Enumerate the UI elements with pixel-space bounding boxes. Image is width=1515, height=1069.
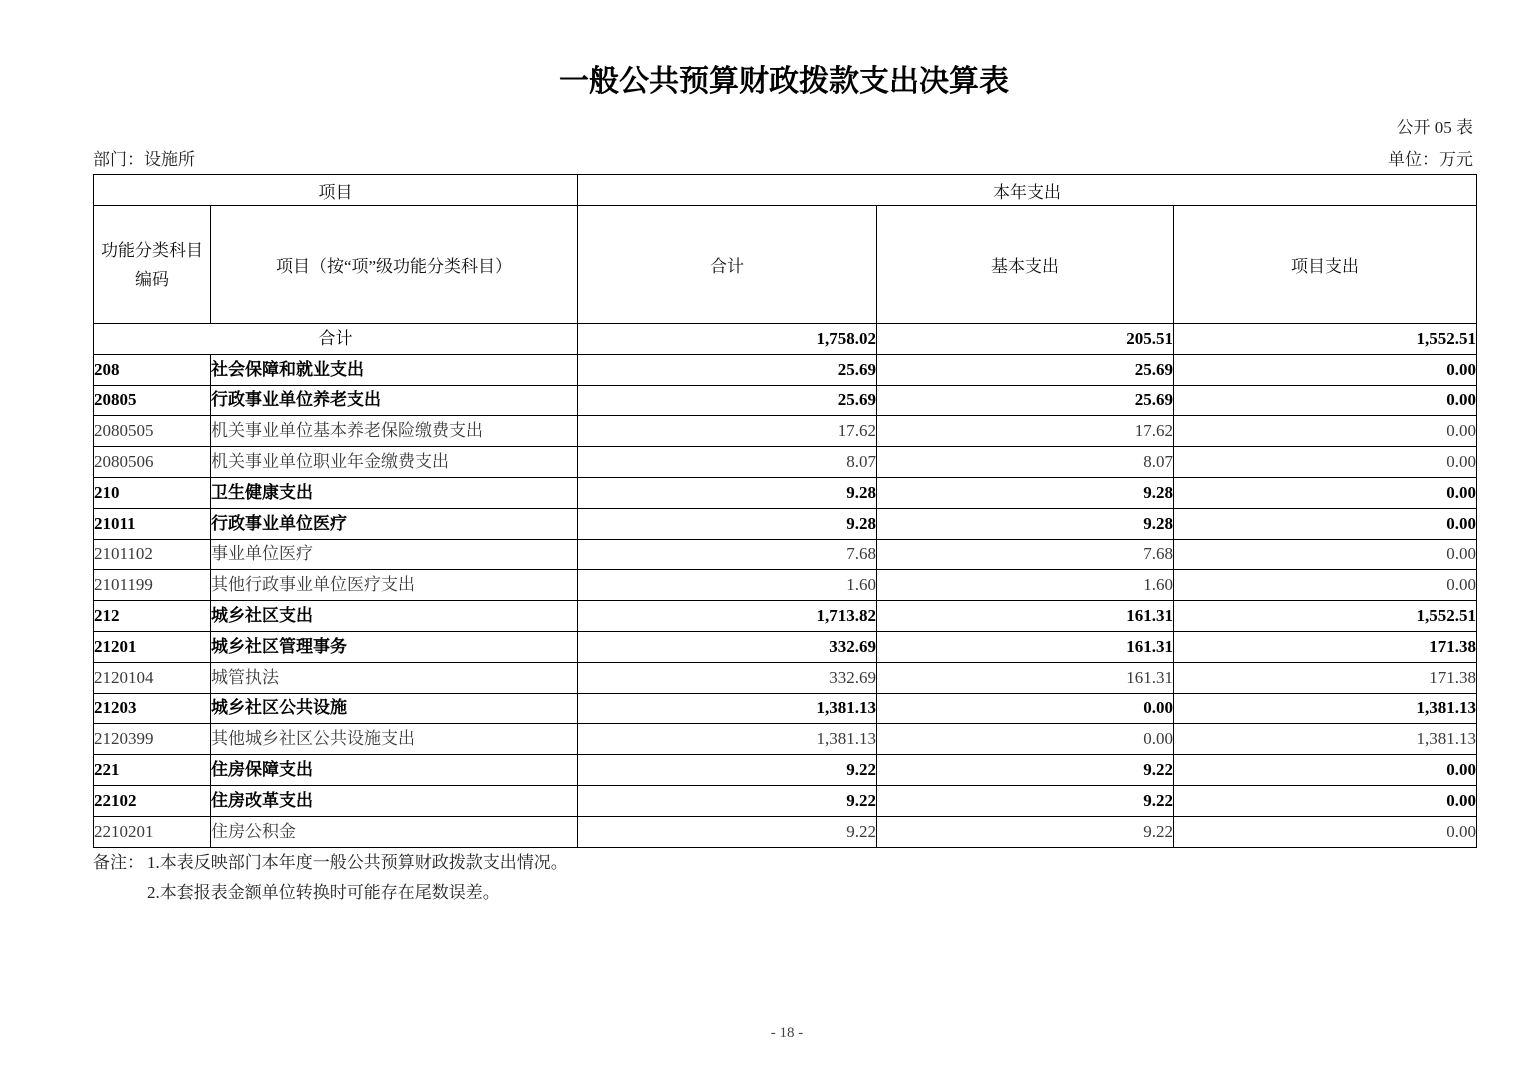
cell-code: 21011 [94,508,211,539]
cell-project: 0.00 [1174,416,1477,447]
header-name: 项目（按“项”级功能分类科目） [211,206,578,324]
cell-total: 25.69 [578,385,877,416]
cell-name: 机关事业单位基本养老保险缴费支出 [211,416,578,447]
cell-project: 0.00 [1174,354,1477,385]
header-current-year-expenditure: 本年支出 [578,175,1477,206]
header-row-group [94,175,1477,206]
cell-basic: 9.28 [877,508,1174,539]
cell-name: 住房改革支出 [211,785,578,816]
note-item: 1.本表反映部门本年度一般公共预算财政拨款支出情况。 [147,853,568,872]
cell-total: 1.60 [578,570,877,601]
total-total: 1,758.02 [578,324,877,355]
cell-basic: 1.60 [877,570,1174,601]
cell-code: 2120104 [94,662,211,693]
cell-total: 9.22 [578,755,877,786]
table-body [94,324,1477,848]
budget-table [93,174,1477,848]
cell-total: 1,381.13 [578,724,877,755]
note-item: 2.本套报表金额单位转换时可能存在尾数误差。 [147,883,500,902]
cell-project: 171.38 [1174,631,1477,662]
table-header [94,175,1477,324]
table-row [94,662,1477,693]
cell-name: 城乡社区公共设施 [211,693,578,724]
cell-code: 2080506 [94,447,211,478]
total-basic: 205.51 [877,324,1174,355]
cell-project: 1,381.13 [1174,724,1477,755]
cell-basic: 161.31 [877,631,1174,662]
table-row [94,631,1477,662]
cell-project: 1,381.13 [1174,693,1477,724]
cell-total: 1,381.13 [578,693,877,724]
table-row [94,508,1477,539]
table-row [94,570,1477,601]
cell-total: 9.28 [578,477,877,508]
cell-project: 0.00 [1174,477,1477,508]
cell-code: 2120399 [94,724,211,755]
table-row [94,816,1477,847]
cell-project: 0.00 [1174,570,1477,601]
header-basic: 基本支出 [877,206,1174,324]
cell-basic: 9.28 [877,477,1174,508]
total-row [94,324,1477,355]
cell-total: 8.07 [578,447,877,478]
cell-code: 2210201 [94,816,211,847]
cell-code: 2101102 [94,539,211,570]
total-project: 1,552.51 [1174,324,1477,355]
cell-code: 2101199 [94,570,211,601]
cell-basic: 0.00 [877,724,1174,755]
cell-basic: 161.31 [877,601,1174,632]
cell-basic: 17.62 [877,416,1174,447]
table-row [94,755,1477,786]
table-code: 公开 05 表 [1396,118,1473,137]
cell-name: 卫生健康支出 [211,477,578,508]
cell-total: 9.22 [578,816,877,847]
cell-code: 2080505 [94,416,211,447]
cell-total: 9.22 [578,785,877,816]
cell-basic: 9.22 [877,816,1174,847]
header-project-expenditure: 项目支出 [1174,206,1477,324]
header-code: 功能分类科目编码 [94,206,211,324]
header-row-columns [94,206,1477,324]
cell-code: 21201 [94,631,211,662]
table-row [94,447,1477,478]
cell-name: 行政事业单位医疗 [211,508,578,539]
cell-project: 171.38 [1174,662,1477,693]
cell-total: 7.68 [578,539,877,570]
cell-project: 0.00 [1174,447,1477,478]
cell-name: 城乡社区支出 [211,601,578,632]
table-row [94,416,1477,447]
cell-basic: 0.00 [877,693,1174,724]
cell-name: 住房公积金 [211,816,578,847]
table-row [94,539,1477,570]
cell-basic: 8.07 [877,447,1174,478]
cell-name: 其他行政事业单位医疗支出 [211,570,578,601]
page-number: - 18 - [770,1025,804,1041]
cell-name: 其他城乡社区公共设施支出 [211,724,578,755]
cell-code: 22102 [94,785,211,816]
cell-basic: 9.22 [877,755,1174,786]
cell-basic: 9.22 [877,785,1174,816]
cell-code: 20805 [94,385,211,416]
cell-code: 208 [94,354,211,385]
cell-total: 9.28 [578,508,877,539]
table-row [94,724,1477,755]
page-title: 一般公共预算财政拨款支出决算表 [559,65,1009,98]
cell-project: 0.00 [1174,508,1477,539]
table-row [94,385,1477,416]
cell-project: 1,552.51 [1174,601,1477,632]
cell-name: 城管执法 [211,662,578,693]
cell-project: 0.00 [1174,755,1477,786]
cell-name: 事业单位医疗 [211,539,578,570]
cell-project: 0.00 [1174,785,1477,816]
cell-basic: 161.31 [877,662,1174,693]
notes-label: 备注： [93,853,144,872]
cell-name: 社会保障和就业支出 [211,354,578,385]
cell-total: 332.69 [578,631,877,662]
cell-code: 21203 [94,693,211,724]
cell-basic: 25.69 [877,354,1174,385]
cell-project: 0.00 [1174,385,1477,416]
cell-total: 17.62 [578,416,877,447]
cell-basic: 7.68 [877,539,1174,570]
cell-code: 212 [94,601,211,632]
cell-name: 机关事业单位职业年金缴费支出 [211,447,578,478]
cell-name: 行政事业单位养老支出 [211,385,578,416]
department-label: 部门：设施所 [93,150,195,169]
table-row [94,693,1477,724]
table-row [94,601,1477,632]
table-row [94,785,1477,816]
total-label: 合计 [94,324,578,355]
header-project: 项目 [94,175,578,206]
table-row [94,354,1477,385]
cell-project: 0.00 [1174,816,1477,847]
cell-total: 332.69 [578,662,877,693]
cell-name: 住房保障支出 [211,755,578,786]
cell-name: 城乡社区管理事务 [211,631,578,662]
cell-code: 221 [94,755,211,786]
notes-items [147,848,1047,908]
cell-total: 1,713.82 [578,601,877,632]
cell-basic: 25.69 [877,385,1174,416]
unit-label: 单位：万元 [1388,150,1473,169]
cell-project: 0.00 [1174,539,1477,570]
table-row [94,477,1477,508]
cell-code: 210 [94,477,211,508]
header-total: 合计 [578,206,877,324]
cell-total: 25.69 [578,354,877,385]
